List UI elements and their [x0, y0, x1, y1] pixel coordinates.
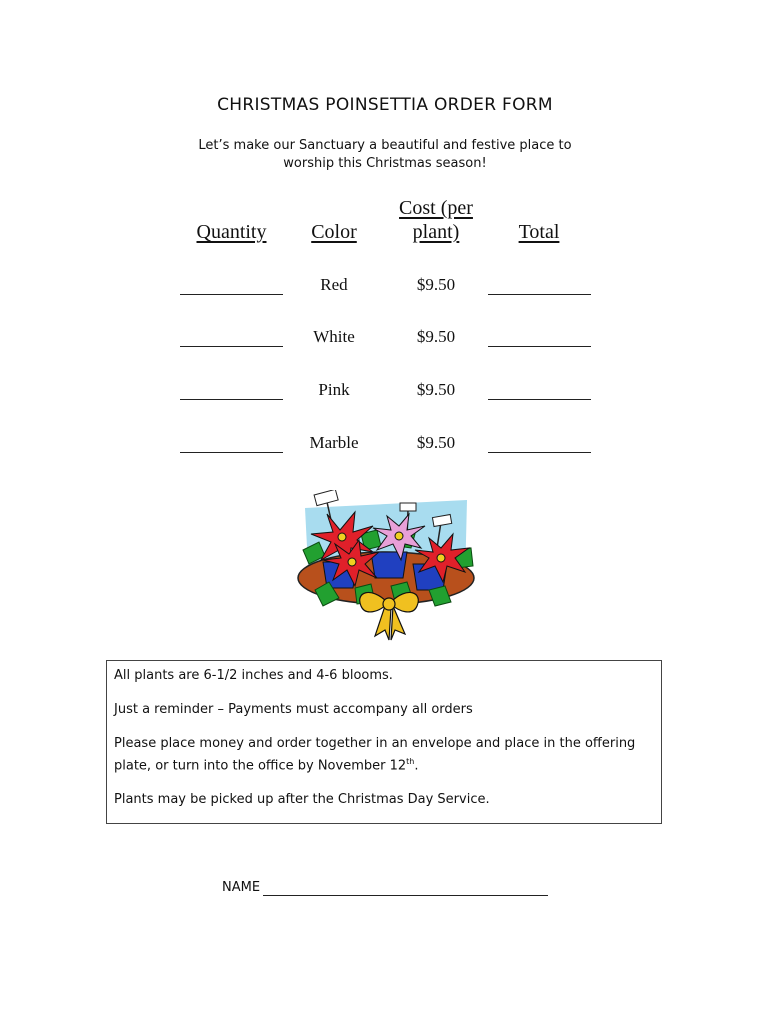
total-blank-white[interactable]: [488, 346, 591, 347]
form-title: CHRISTMAS POINSETTIA ORDER FORM: [217, 95, 553, 115]
cost-cell: $9.50: [416, 327, 456, 346]
header-color: Color: [311, 221, 357, 243]
notice-pickup: Plants may be picked up after the Christmas Day Service.: [114, 792, 490, 808]
cost-cell: $9.50: [416, 380, 456, 399]
cost-cell: $9.50: [416, 433, 456, 452]
quantity-blank-marble[interactable]: [180, 452, 283, 453]
notice-instructions-end: .: [414, 758, 419, 774]
notice-date-suffix: th: [406, 757, 415, 766]
color-cell: White: [313, 327, 355, 346]
color-cell: Red: [320, 275, 348, 294]
notice-plant-size: All plants are 6-1/2 inches and 4-6 blooms.: [114, 668, 393, 683]
header-cost-line-1: Cost (per: [399, 197, 473, 219]
total-blank-red[interactable]: [488, 294, 591, 295]
intro-line-2: worship this Christmas season!: [283, 156, 487, 171]
header-total: Total: [518, 221, 560, 243]
cost-cell: $9.50: [416, 275, 456, 294]
notice-payment-reminder: Just a reminder – Payments must accompany all orders: [114, 702, 473, 717]
quantity-blank-white[interactable]: [180, 346, 283, 347]
color-cell: Marble: [309, 433, 359, 452]
intro-line-1: Let’s make our Sanctuary a beautiful and festive place to: [198, 138, 572, 153]
header-cost-line-2: plant): [412, 221, 460, 243]
quantity-blank-red[interactable]: [180, 294, 283, 295]
intro-text: [185, 137, 585, 173]
total-blank-marble[interactable]: [488, 452, 591, 453]
name-input-line[interactable]: [263, 895, 548, 896]
notice-instructions-line-1: Please place money and order together in an envelope and place in the offering: [114, 736, 636, 751]
poinsettia-clipart-icon: [295, 490, 477, 646]
notice-instructions-line-2: plate, or turn into the office by November 12: [114, 758, 407, 774]
notice-box: [106, 660, 662, 824]
quantity-blank-pink[interactable]: [180, 399, 283, 400]
name-label: NAME: [222, 880, 261, 895]
notice-instructions: [114, 735, 654, 775]
total-blank-pink[interactable]: [488, 399, 591, 400]
header-cost: [386, 196, 486, 244]
color-cell: Pink: [318, 380, 350, 399]
header-quantity: Quantity: [196, 221, 267, 243]
